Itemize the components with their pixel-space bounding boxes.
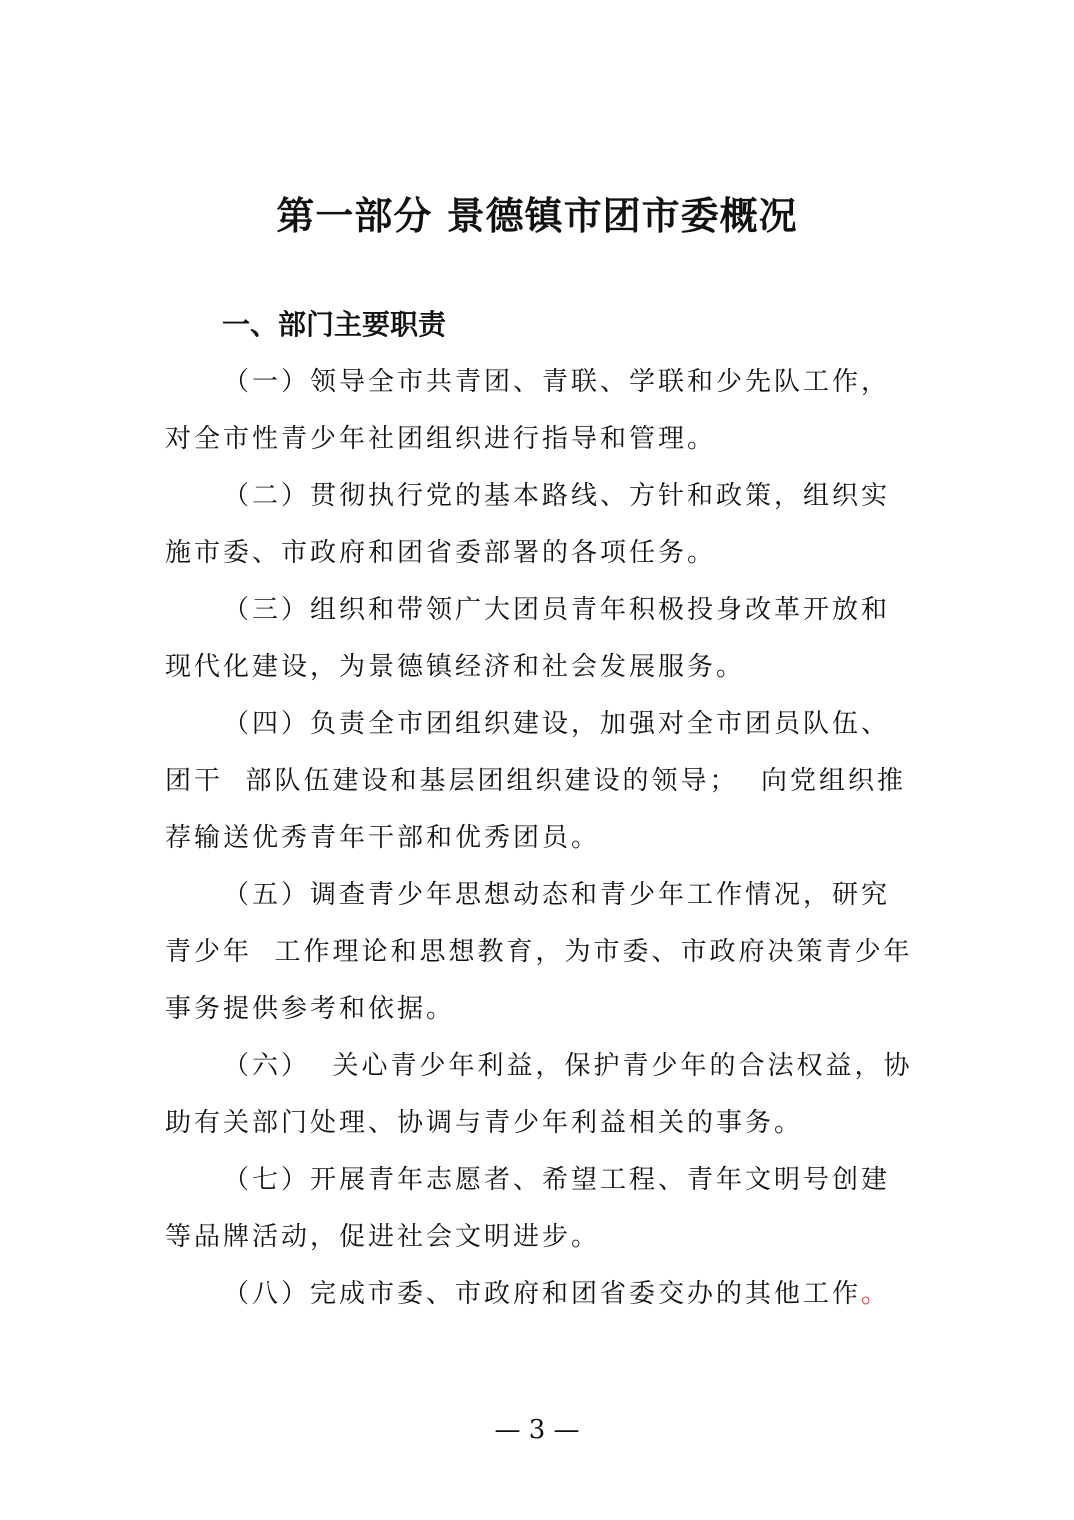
paragraph-2: （二）贯彻执行党的基本路线、方针和政策，组织实施市委、市政府和团省委部署的各项任务。 bbox=[165, 481, 891, 568]
section-heading: 一、部门主要职责 bbox=[222, 308, 447, 341]
body-text bbox=[165, 354, 915, 1323]
paragraph-4: （四）负责全市团组织建设，加强对全市团员队伍、团干 部队伍建设和基层团组织建设的领导； 向党组织推荐输送优秀青年干部和优秀团员。 bbox=[165, 709, 907, 853]
paragraph-8 bbox=[165, 1266, 915, 1323]
page-number: — 3 — bbox=[494, 1415, 580, 1445]
paragraph-1: （一）领导全市共青团、青联、学联和少先队工作，对全市性青少年社团组织进行指导和管理。 bbox=[165, 367, 891, 454]
page-title: 第一部分 景德镇市团市委概况 bbox=[276, 193, 798, 238]
paragraph-5: （五）调查青少年思想动态和青少年工作情况，研究青少年 工作理论和思想教育，为市委、市政府决策青少年事务提供参考和依据。 bbox=[165, 880, 913, 1024]
paragraph-8-period: 。 bbox=[861, 1279, 891, 1309]
paragraph-3: （三）组织和带领广大团员青年积极投身改革开放和现代化建设，为景德镇经济和社会发展服务。 bbox=[165, 595, 891, 682]
paragraph-7: （七）开展青年志愿者、希望工程、青年文明号创建等品牌活动，促进社会文明进步。 bbox=[165, 1165, 891, 1252]
paragraph-8-text: （八）完成市委、市政府和团省委交办的其他工作 bbox=[223, 1279, 862, 1309]
paragraph-6: （六） 关心青少年利益，保护青少年的合法权益，协助有关部门处理、协调与青少年利益相关的事务。 bbox=[165, 1051, 913, 1138]
